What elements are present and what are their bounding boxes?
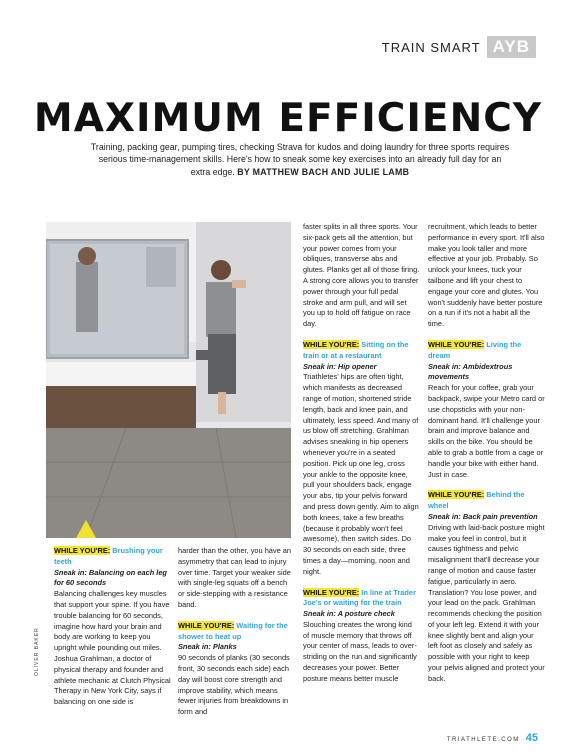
tip-heading: Living the dream <box>428 339 522 360</box>
tip-heading: In line at Trader Joe's or waiting for the train <box>303 587 416 608</box>
section-header <box>382 36 536 58</box>
body-text: recruitment, which leads to better performance in every sport. It'll also make you look taller and more effective at your job. Probably. So unlock your knees, tuck your tailbone and lift your chest to engage your core and glutes. You won't suddenly have better posture on a run if it's not a habit all the time. <box>428 222 545 329</box>
tip-sneak: Sneak in: Planks <box>178 642 237 652</box>
tip-sneak: Sneak in: Balancing on each leg for 60 seconds <box>54 567 167 588</box>
tip-heading: Behind the wheel <box>428 490 525 511</box>
bathroom-photo <box>46 222 291 538</box>
tip-heading: Waiting for the shower to heat up <box>178 620 288 641</box>
body-text: 90 seconds of planks (30 seconds front, 30 seconds each side) each day will boost core strength and improve stability, which means fewer injuries from breakdowns in form and <box>178 653 290 717</box>
page-number: 45 <box>525 732 538 744</box>
tip-tag: WHILE YOU'RE: <box>178 620 235 630</box>
column-3 <box>303 222 420 685</box>
deck-text: Training, packing gear, pumping tires, checking Strava for kudos and doing laundry for three sports requires serious time-management skills. Here's how to sneak some key exercises into an already full day for an extra edge. <box>90 142 510 177</box>
section-label: TRAIN SMART <box>381 39 481 55</box>
article-deck <box>90 141 510 178</box>
body-text: Driving with laid-back posture might make you feel in control, but it causes tightness and pelvic misalignment that'll decrease your range of motion and cause faster fatigue, particularly in aero. Translation? You lose power, and your lead on the pack. Grahlman recommends checking the position of your left leg. Extend it with your knee slightly bent and align your left foot as closely and safely as possible with your right to keep your pelvis aligned and protect your back. <box>428 522 545 683</box>
body-text: Balancing challenges key muscles that support your spine. If you have trouble balancing for 60 seconds, imagine how hard your brain and body are working to keep you upright while pounding out miles. Joshua Grahlman, a doctor of physical therapy and founder and athlete mechanic at Clutch Physical Therapy in New York City, says if balancing on one side is <box>54 589 171 707</box>
tip-sneak: Sneak in: Hip opener <box>303 361 377 371</box>
tip-tag: WHILE YOU'RE: <box>303 587 360 597</box>
article-title: MAXIMUM EFFICIENCY <box>33 96 543 141</box>
tip-sneak: Sneak in: A posture check <box>303 609 395 619</box>
tip-heading: Brushing your teeth <box>54 546 163 566</box>
tip-tag: WHILE YOU'RE: <box>428 339 485 349</box>
tip-sneak: Sneak in: Back pain prevention <box>428 511 538 521</box>
footer-site: TRIATHLETE.COM <box>446 737 520 743</box>
byline: BY MATTHEW BACH AND JULIE LAMB <box>237 166 410 177</box>
column-2 <box>178 546 295 718</box>
body-text: Slouching creates the wrong kind of muscle memory that throws off your center of mass, leads to over-striding on the run and significantly decreases your power. Better posture means better muscle <box>303 619 417 683</box>
column-4 <box>428 222 545 685</box>
photo-credit: OLIVER BAKER <box>34 627 40 676</box>
page-footer <box>447 732 538 744</box>
tip-tag: WHILE YOU'RE: <box>428 490 485 500</box>
bathroom-photo-illustration <box>46 222 291 538</box>
tip-sneak: Sneak in: Ambidextrous movements <box>428 361 513 382</box>
tip-heading: Sitting on the train or at a restaurant <box>303 339 409 360</box>
body-text: Reach for your coffee, grab your backpack, swipe your Metro card or use chopsticks with your non-dominant hand. It'll challenge your brain and improve balance and skills on the bike. You should be able to grab a bottle from a cage or handle your bike with either hand. Just in case. <box>428 383 545 479</box>
tip-tag: WHILE YOU'RE: <box>303 339 360 349</box>
section-badge: AYB <box>487 36 536 58</box>
body-text: harder than the other, you have an asymmetry that can lead to injury over time. Target your weaker side with single-leg squats off a bench or side-stepping with a resistance band. <box>178 546 291 609</box>
tip-tag: WHILE YOU'RE: <box>54 546 111 555</box>
column-1 <box>54 546 171 708</box>
photo-pointer-marker <box>76 520 96 538</box>
body-text: Triathletes' hips are often tight, which manifests as decreased range of motion, shortened stride length, back and knee pain, and ultimately, less speed. And many of us blow off stretching. Grahlman advises sneaking in hip openers whenever you're in a seated position. Pick up one leg, cross your ankle to the opposite knee, pull your shoulders back, engage your abs, tip your pelvis forward and press down gently. Aim to align both knees, take a few breaths (because it probably won't feel awesome), then switch sides. Do 30 seconds on each side, three times a day—morning, noon and night. <box>303 372 419 576</box>
body-text: faster splits in all three sports. Your six-pack gets all the attention, but your power comes from your obliques, transverse abs and glutes. Planks get all of those firing. A strong core allows you to transfer power through your full pedal stroke and arm pull, and will set you up to hold off fatigue on race day. <box>303 222 420 329</box>
